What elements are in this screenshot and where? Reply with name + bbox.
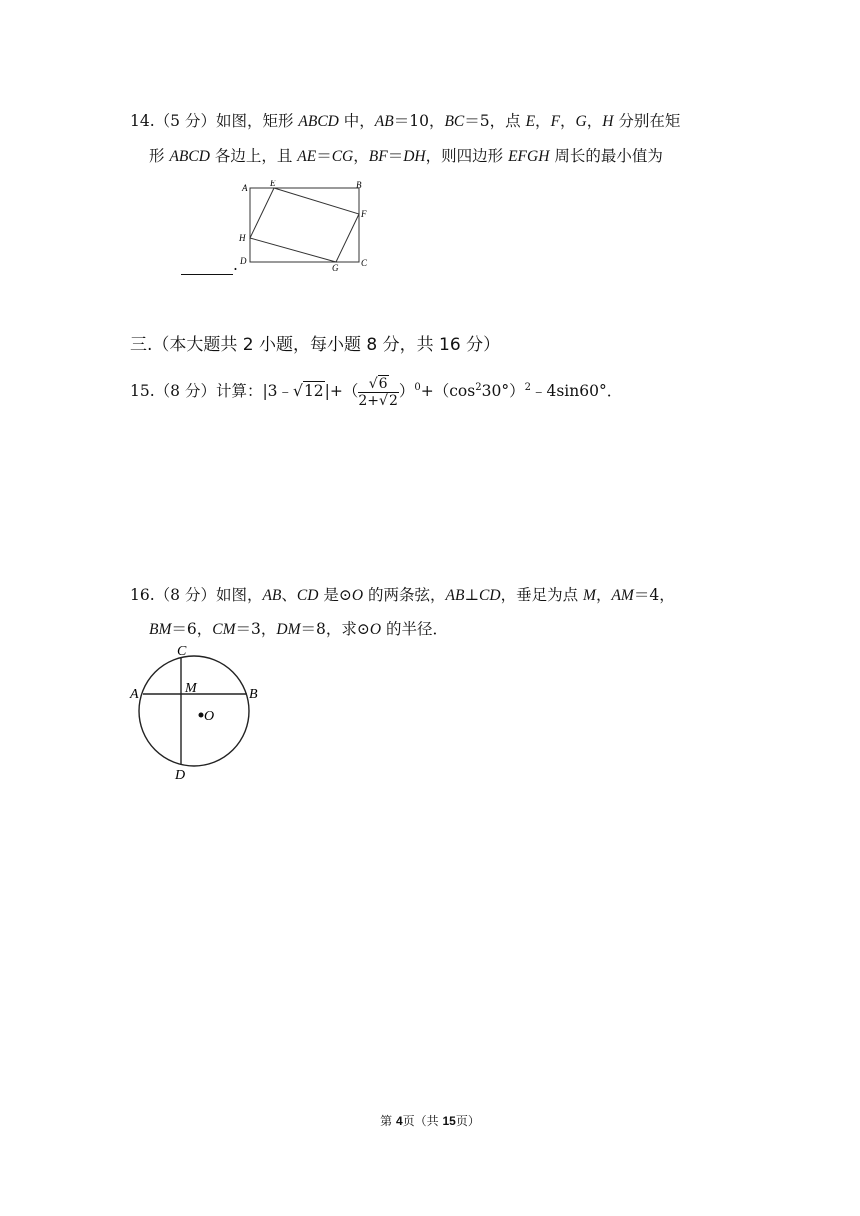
label-a: A — [130, 687, 139, 702]
sqrt-icon: √ — [368, 375, 378, 392]
q16-text: 、 — [281, 586, 297, 604]
label-c: C — [361, 258, 368, 268]
q16-var: M — [583, 587, 596, 604]
q14-text: ＝ — [387, 147, 404, 165]
q14-text: ，则四边形 — [425, 147, 509, 165]
q15-sqrt-radicand: 12 — [303, 382, 324, 401]
sqrt-icon: √ — [293, 382, 303, 401]
q14-text: 形 — [149, 147, 170, 165]
q15-text: 计算：|3﹣ — [215, 382, 294, 401]
fraction-denominator: 2+ — [358, 392, 380, 409]
q14-score: （5 分） — [154, 112, 216, 130]
q14-var: AB — [374, 113, 394, 130]
q14-var: EFGH — [508, 148, 550, 165]
q16-var: O — [351, 587, 364, 604]
fraction-numerator: 6 — [378, 375, 388, 392]
q16-var: CD — [296, 587, 319, 604]
q15-text: ） — [398, 382, 415, 401]
q14-var: CG — [331, 148, 354, 165]
label-h: H — [239, 233, 246, 243]
q16-var: DM — [276, 621, 301, 638]
q15-number: 15. — [130, 382, 155, 401]
q16-var: AM — [611, 587, 634, 604]
q16-text: ⊥ — [464, 586, 480, 604]
q15-line — [130, 370, 622, 409]
q16-var: AB — [445, 587, 465, 604]
q14-text: ＝ — [316, 147, 332, 165]
q16-text: ＝4， — [633, 586, 675, 604]
q16-text: 如图， — [215, 586, 263, 604]
exponent: 0 — [414, 382, 421, 393]
q16-var: O — [369, 621, 382, 638]
q14-var: DH — [403, 148, 426, 165]
answer-line — [181, 260, 233, 275]
fraction-denominator-radicand: 2 — [388, 392, 398, 409]
label-f: F — [361, 209, 367, 219]
q16-line1 — [130, 585, 675, 606]
q16-text: ，垂足为点 — [500, 586, 584, 604]
page-total: 15 — [442, 1114, 456, 1128]
q14-text: ， — [586, 112, 603, 130]
q14-var: G — [575, 113, 587, 130]
circle-o — [139, 656, 249, 766]
q14-text: 周长的最小值为 — [549, 147, 663, 165]
q16-score: （8 分） — [154, 586, 216, 604]
q14-text: ＝5，点 — [464, 112, 526, 130]
label-a: A — [242, 183, 248, 193]
q14-text: ＝10， — [393, 112, 445, 130]
label-b: B — [356, 180, 362, 190]
section-heading: 三.（本大题共 2 小题，每小题 8 分，共 16 分） — [130, 335, 501, 355]
quadrilateral-efgh — [250, 188, 359, 262]
q14-var: AE — [297, 148, 317, 165]
q15-text: ﹣4sin60°． — [530, 382, 623, 401]
q16-text: 的半径． — [381, 620, 448, 638]
q16-text: ＝3， — [235, 620, 277, 638]
label-o: O — [204, 709, 215, 724]
q16-text: ， — [595, 586, 612, 604]
exponent: 2 — [475, 382, 482, 393]
q14-var: BC — [444, 113, 465, 130]
q15-fraction — [358, 376, 398, 409]
exponent: 2 — [524, 382, 531, 393]
q14-number: 14. — [130, 112, 155, 130]
rectangle-abcd — [250, 188, 359, 262]
label-d: D — [175, 768, 186, 782]
q15-score: （8 分） — [154, 382, 216, 401]
q14-text: ， — [535, 112, 551, 130]
q16-line2 — [149, 619, 448, 640]
q14-var: ABCD — [298, 113, 339, 130]
center-point-o — [199, 713, 204, 718]
q14-rectangle-figure — [236, 180, 376, 275]
q16-text: 的两条弦， — [363, 586, 446, 604]
q14-answer-suffix: . — [233, 256, 238, 274]
label-e: E — [270, 180, 276, 188]
q14-text: 中， — [338, 112, 375, 130]
q16-text: ＝8，求⊙ — [300, 620, 370, 638]
q16-var: CM — [212, 621, 236, 638]
q14-var: BF — [368, 148, 388, 165]
q16-text: 是⊙ — [318, 586, 352, 604]
footer-text: 页） — [455, 1114, 480, 1128]
q14-answer-blank — [181, 255, 238, 275]
q14-text: ， — [560, 112, 576, 130]
q16-var: AB — [262, 587, 282, 604]
q14-line2 — [149, 146, 663, 167]
label-d: D — [240, 256, 247, 266]
page-number: 4 — [395, 1114, 403, 1128]
q16-text: ＝6， — [171, 620, 213, 638]
q15-text: |+（ — [324, 382, 359, 401]
label-g: G — [332, 263, 339, 273]
q16-var: CD — [479, 587, 501, 604]
q16-number: 16. — [130, 586, 155, 604]
q16-var: BM — [149, 621, 172, 638]
q14-var: E — [525, 113, 536, 130]
q14-var: ABCD — [169, 148, 210, 165]
label-b: B — [249, 687, 258, 702]
footer-text: 页（共 — [402, 1114, 443, 1128]
q14-text: 如图，矩形 — [215, 112, 299, 130]
footer-text: 第 — [380, 1114, 396, 1128]
label-c: C — [177, 644, 187, 659]
q14-text: ， — [353, 147, 369, 165]
q14-line1 — [130, 111, 680, 132]
page-footer — [0, 1112, 860, 1129]
q16-circle-figure — [126, 642, 271, 782]
q14-var: F — [550, 113, 561, 130]
q15-text: 30°） — [481, 382, 525, 401]
sqrt-icon: √ — [379, 392, 388, 409]
q15-text: +（cos — [420, 382, 476, 401]
q14-text: 各边上，且 — [209, 147, 298, 165]
label-m: M — [185, 681, 197, 696]
q14-text: 分别在矩 — [613, 112, 681, 130]
q14-var: H — [602, 113, 614, 130]
